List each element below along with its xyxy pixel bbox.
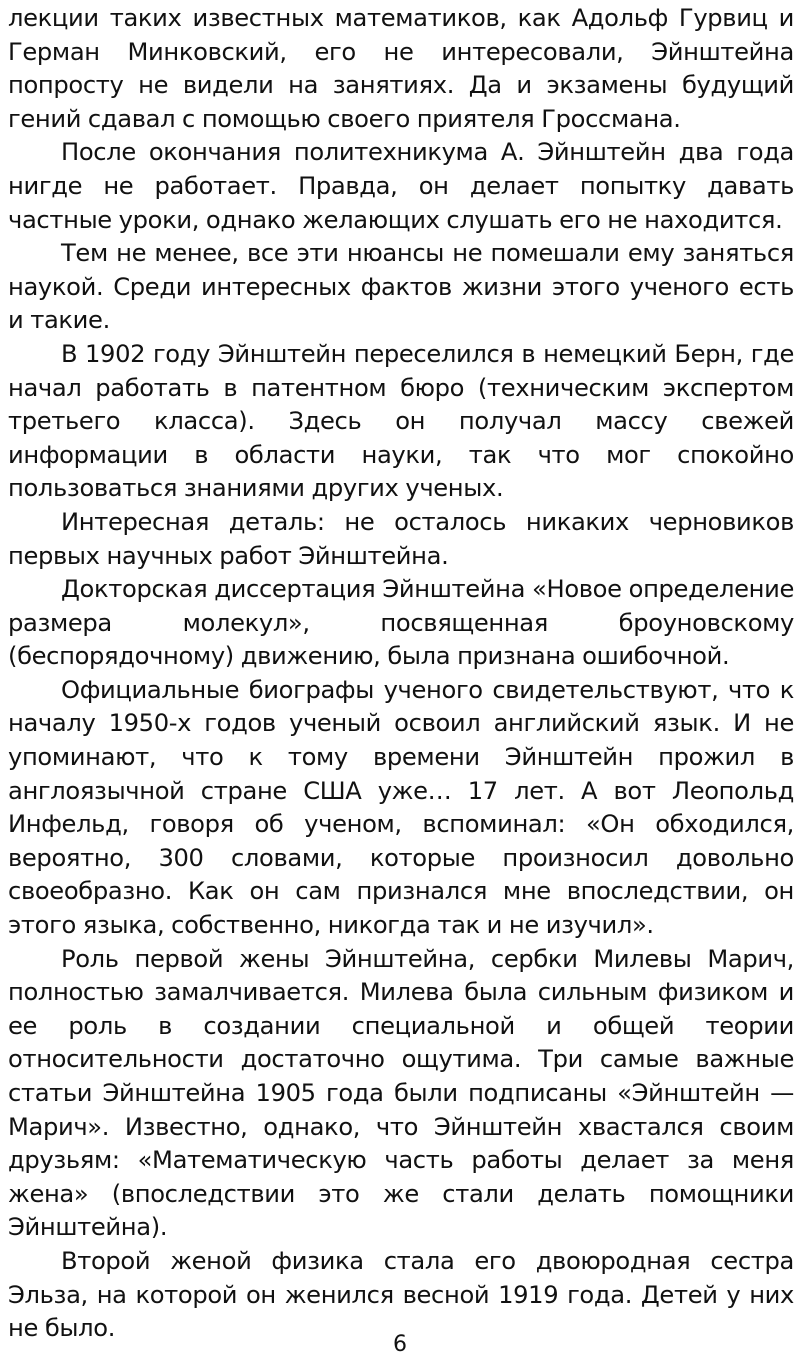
body-text bbox=[8, 2, 794, 1346]
paragraph-4: В 1902 году Эйнштейн переселился в немецкий Берн, где начал работать в патентном бюро (техническим экспертом третьего класса). Здесь он получал массу свежей информации в области науки, так что мог спокойно пользоваться знаниями других ученых. bbox=[8, 339, 794, 503]
paragraph-7: Официальные биографы ученого свидетельствуют, что к началу 1950-х годов ученый освоил английский язык. И не упоминают, что к тому времени Эйнштейн прожил в англоязычной стране США уже… 17 лет. А вот Леопольд Инфельд, говоря об ученом, вспоминал: «Он обходился, вероятно, 300 словами, которые произносил довольно своеобразно. Как он сам признался мне впоследствии, он этого языка, собственно, никогда так и не изучил». bbox=[8, 675, 794, 940]
paragraph-1: лекции таких известных математиков, как Адольф Гурвиц и Герман Минковский, его не интересовали, Эйнштейна попросту не видели на занятиях. Да и экзамены будущий гений сдавал с помощью своего приятеля Гроссмана. bbox=[8, 4, 794, 133]
paragraph-6: Докторская диссертация Эйнштейна «Новое определение размера молекул», посвященная броуновскому (беспорядочному) движению, была признана ошибочной. bbox=[8, 575, 794, 671]
paragraph-5: Интересная деталь: не осталось никаких черновиков первых научных работ Эйнштейна. bbox=[8, 507, 794, 570]
paragraph-2: После окончания политехникума А. Эйнштейн два года нигде не работает. Правда, он делает попытку давать частные уроки, однако желающих слушать его не находится. bbox=[8, 138, 794, 234]
page-number: 6 bbox=[393, 1332, 407, 1357]
paragraph-8: Роль первой жены Эйнштейна, сербки Милевы Марич, полностью замалчивается. Милева была сильным физиком и ее роль в создании специальной и общей теории относительности достаточно ощутима. Три самые важные статьи Эйнштейна 1905 года были подписаны «Эйнштейн — Марич». Известно, однако, что Эйнштейн хвастался своим друзьям: «Математическую часть работы делает за меня жена» (впоследствии это же стали делать помощники Эйнштейна). bbox=[8, 944, 794, 1242]
paragraph-9: Второй женой физика стала его двоюродная сестра Эльза, на которой он женился весной 1919 года. Детей у них не было. bbox=[8, 1246, 794, 1343]
paragraph-3: Тем не менее, все эти нюансы не помешали ему заняться наукой. Среди интересных фактов жизни этого ученого есть и такие. bbox=[8, 239, 794, 335]
